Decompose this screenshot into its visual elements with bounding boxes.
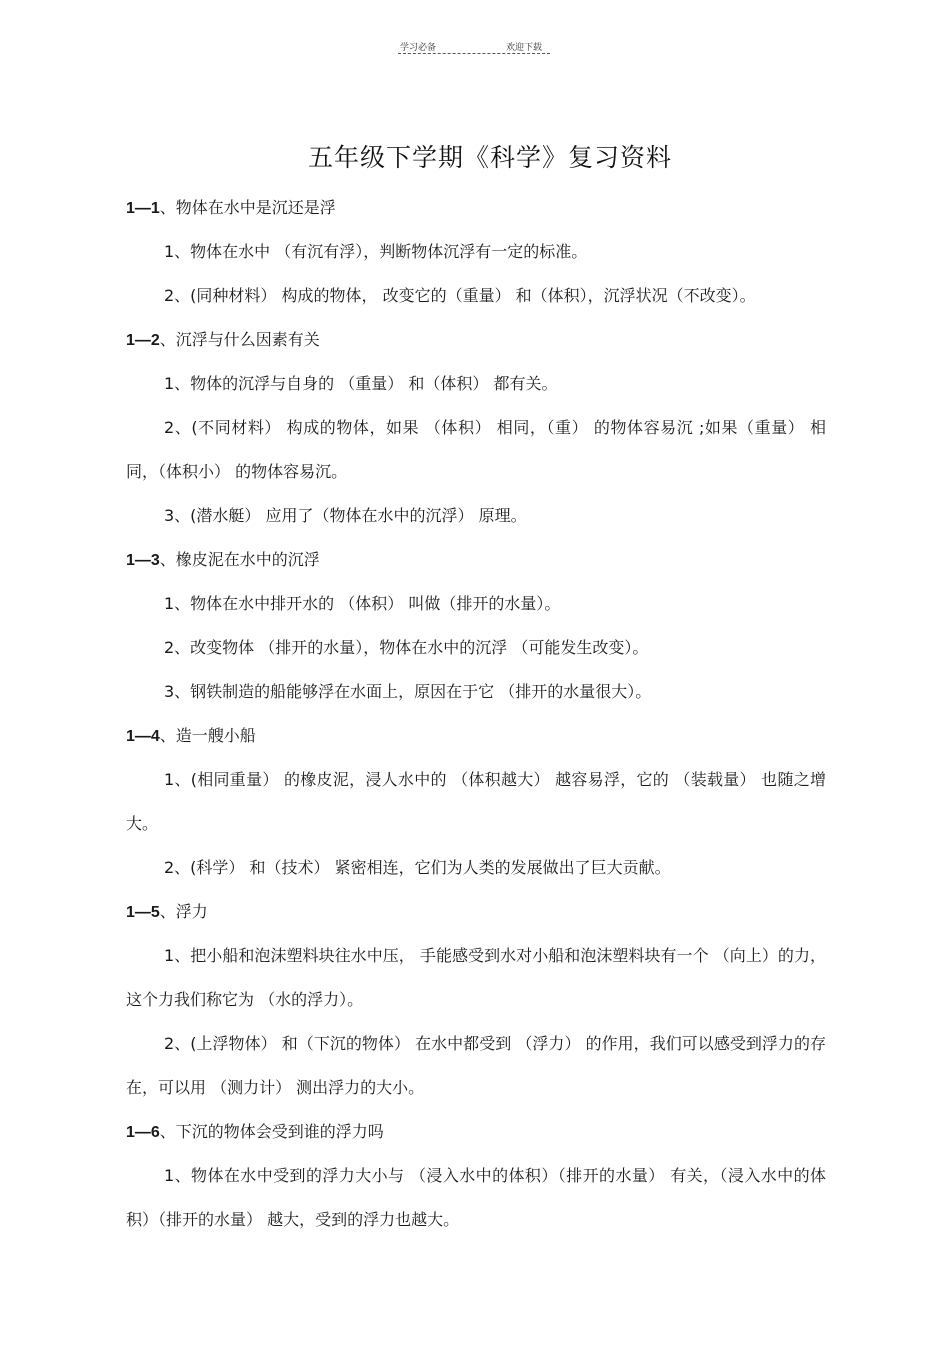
section-number: 1—2 [126,332,160,349]
document-body [126,186,826,1242]
section-heading-text: 、橡皮泥在水中的沉浮 [159,550,320,569]
section-number: 1—3 [126,552,160,569]
page-header [398,38,550,56]
paragraph: 2、(科学） 和（技术） 紧密相连，它们为人类的发展做出了巨大贡献。 [164,858,671,877]
section-number: 1—1 [126,200,160,217]
section-heading [126,890,826,934]
paragraph: 2、(上浮物体） 和（下沉的物体） 在水中都受到 （浮力） 的作用，我们可以感受到浮力的存在，可以用 （测力计） 测出浮力的大小。 [126,1034,826,1097]
paragraph: 1、把小船和泡沫塑料块往水中压， 手能感受到水对小船和泡沫塑料块有一个 （向上）的力，这个力我们称它为 （水的浮力）。 [126,946,826,1009]
paragraph: 1、物体在水中受到的浮力大小与 （浸入水中的体积）（排开的水量） 有关，（浸入水中的体积）（排开的水量） 越大，受到的浮力也越大。 [126,1166,826,1229]
section-number: 1—6 [126,1124,160,1141]
section-heading-text: 、沉浮与什么因素有关 [159,330,320,349]
header-left-text: 学习必备 [400,43,437,53]
paragraph: 2、(不同材料） 构成的物体，如果 （体积） 相同，（重） 的物体容易沉 ;如果（重量） 相同，（体积小） 的物体容易沉。 [126,418,826,481]
document-title: 五年级下学期《科学》复习资料 [307,143,672,172]
section-number: 1—5 [126,904,160,921]
section-1-6 [126,1110,826,1242]
paragraph: 2、(同种材料） 构成的物体， 改变它的（重量） 和（体积），沉浮状况（不改变）。 [164,286,756,305]
paragraph: 3、(潜水艇） 应用了（物体在水中的沉浮） 原理。 [164,506,527,525]
section-heading [126,1110,826,1154]
paragraph: 3、钢铁制造的船能够浮在水面上，原因在于它 （排开的水量很大）。 [164,682,652,701]
section-1-2 [126,318,826,538]
section-heading-text: 、造一艘小船 [159,726,256,745]
paragraph: 1、(相同重量） 的橡皮泥，浸人水中的 （体积越大） 越容易浮，它的 （装载量） 也随之增大。 [126,770,826,833]
paragraph: 2、改变物体 （排开的水量），物体在水中的沉浮 （可能发生改变）。 [164,638,649,657]
section-heading-text: 、浮力 [159,902,208,921]
section-heading [126,318,826,362]
header-right-text: 欢迎下载 [506,43,543,53]
section-heading-text: 、下沉的物体会受到谁的浮力吗 [159,1122,384,1141]
section-1-4 [126,714,826,890]
header-divider [398,53,550,54]
paragraph: 1、物体在水中 （有沉有浮），判断物体沉浮有一定的标准。 [164,242,588,261]
section-number: 1—4 [126,728,160,745]
section-heading [126,538,826,582]
section-1-1 [126,186,826,318]
paragraph: 1、物体的沉浮与自身的 （重量） 和（体积） 都有关。 [164,374,558,393]
section-1-3 [126,538,826,714]
section-heading [126,714,826,758]
paragraph: 1、物体在水中排开水的 （体积） 叫做（排开的水量）。 [164,594,561,613]
section-1-5 [126,890,826,1110]
section-heading [126,186,826,230]
section-heading-text: 、物体在水中是沉还是浮 [159,198,336,217]
